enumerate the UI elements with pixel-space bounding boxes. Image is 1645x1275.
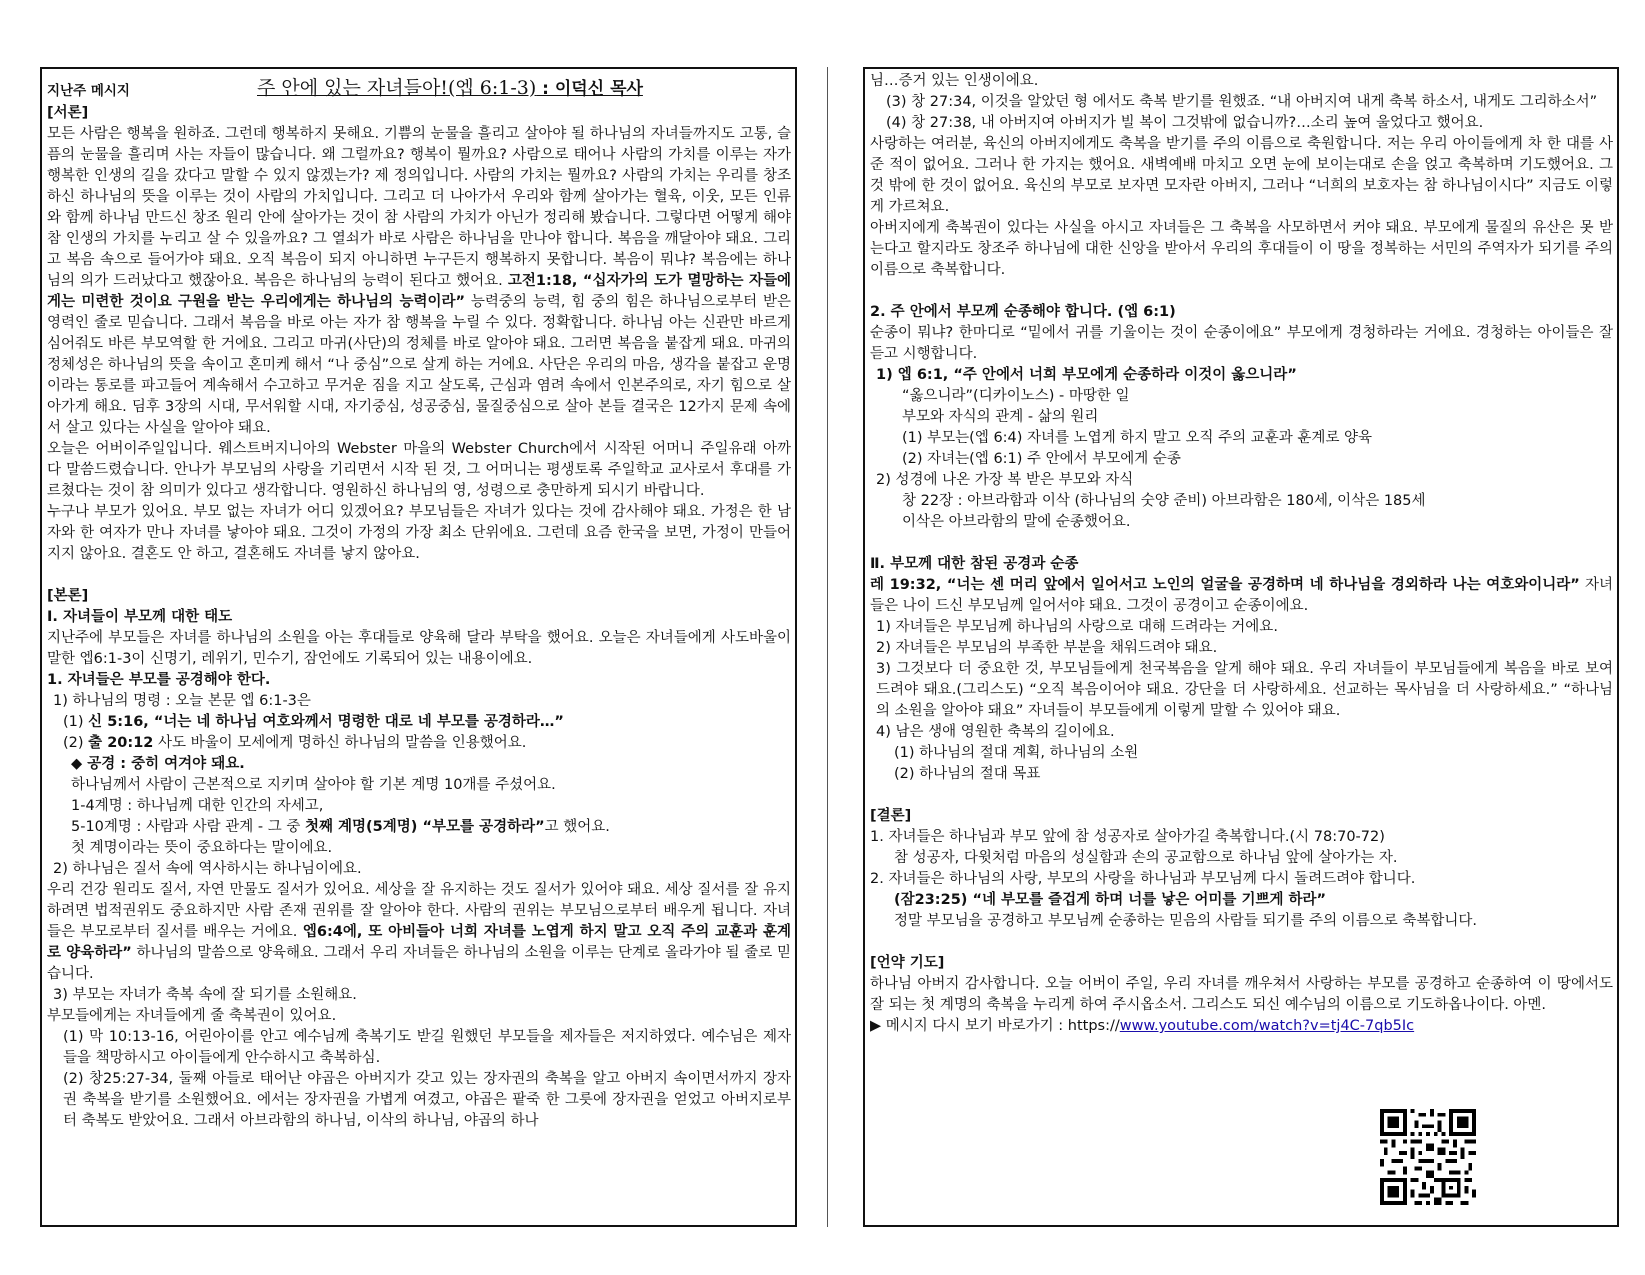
- intro-paragraph-1: [47, 124, 791, 439]
- commandment-quote: 첫째 계명(5계명) “부모를 공경하라”: [304, 819, 545, 835]
- scripture-quote: 엡6:4에, 또 아비들아 너희 자녀를 노엽게 하지 말고 오직 주의 교훈과 훈계로 양육하라”: [47, 924, 791, 961]
- honor-line-2: 1-4계명 : 하나님께 대한 인간의 자세고,: [71, 798, 324, 814]
- pastor-name: : 이덕신 목사: [536, 79, 643, 99]
- honor-line-1: 하나님께서 사람이 근본적으로 지키며 살아야 할 기본 계명 10개를 주셨어요.: [71, 777, 556, 793]
- point-2-2-b: 이삭은 아브라함의 말에 순종했어요.: [902, 514, 1131, 530]
- prayer-heading: [언약 기도]: [870, 955, 945, 971]
- scripture-quote: 레 19:32, “너는 센 머리 앞에서 일어서고 노인의 얼굴을 공경하며 네 하나님을 경외하라 나는 여호와이니라”: [870, 577, 1580, 593]
- point-2-2: 2) 성경에 나온 가장 복 받은 부모와 자식: [876, 472, 1134, 488]
- scripture-ref: 출 20:12: [88, 735, 154, 751]
- video-link-line: [870, 1016, 1613, 1037]
- youtube-link[interactable]: www.youtube.com/watch?v=tj4C-7qb5Ic: [1119, 1018, 1415, 1034]
- conclusion-item-1-a: 참 성공자, 다윗처럼 마음의 성실함과 손의 공교함으로 하나님 앞에 살아가는 자.: [894, 850, 1398, 866]
- section-1-heading: Ⅰ. 자녀들이 부모께 대한 태도: [47, 609, 233, 625]
- intro-heading: [서론]: [47, 105, 89, 121]
- text: (2): [63, 735, 89, 751]
- body-heading: [본론]: [47, 588, 89, 604]
- link-label: ▶ 메시지 다시 보기 바로가기 : https://: [870, 1018, 1120, 1034]
- honor-heading: ◆ 공경 : 중히 여겨야 돼요.: [71, 756, 245, 772]
- point-1-2: 2) 하나님은 질서 속에 역사하시는 하나님이에요.: [53, 861, 362, 877]
- point-2-heading: 2. 주 안에서 부모께 순종해야 합니다. (엡 6:1): [870, 304, 1176, 320]
- text: 능력중의 능력, 힘 중의 힘은 하나님으로부터 받은 영력인 줄로 믿습니다. 그래서 복음을 바로 아는 자가 참 행복을 누릴 수 있다. 정확합니다. 하나님 아는 신관만 바르게 심어줘도 바른 부모역할 한 거에요. 그리고 마귀(사단)의 정체를 바로 알아야 돼요. 그러면 복음을 붙잡게 돼요. 마귀의 정체성은 하나님의 뜻을 속이고 혼미케 해서 “나 중심”으로 살게 하는 거에요. 사단은 우리의 마음, 생각을 붙잡고 운명이라는 통로를 파고들어 계속해서 수고하고 무거운 짐을 지고 살도록, 근심과 염려 속에서 인본주의로, 자기 힘으로 살아가게 해요. 딤후 3장의 시대, 무서워할 시대, 자기중심, 성공중심, 물질중심으로 살아 본들 결국은 12가지 문제 속에서 살고 있다는 사실을 알아야 돼요.: [47, 294, 791, 436]
- scripture-quote: 신 5:16, “너는 네 하나님 여호와께서 명령한 대로 네 부모를 공경하라…”: [88, 714, 564, 730]
- text: 고 했어요.: [544, 819, 610, 835]
- section-2-paragraph: [870, 575, 1613, 617]
- text: 자녀들은 나이 드신 부모님께 일어서야 돼요. 그것이 공경이고 순종이에요.: [870, 577, 1613, 614]
- text: (1): [63, 714, 89, 730]
- point-1-heading: 1. 자녀들은 부모를 공경해야 한다.: [47, 672, 271, 688]
- point-2-paragraph: 순종이 뭐냐? 한마디로 “밑에서 귀를 기울이는 것이 순종이에요” 부모에게 경청하라는 거에요. 경청하는 아이들은 잘 듣고 시행합니다.: [870, 325, 1613, 362]
- section-2-item-4-a: (1) 하나님의 절대 계획, 하나님의 소원: [894, 745, 1139, 761]
- text: 5-10계명 : 사람과 사람 관계 - 그 중: [71, 819, 305, 835]
- continued-line: 님…증거 있는 인생이에요.: [870, 73, 1039, 89]
- point-1-1-1: [47, 712, 791, 733]
- right-column: [863, 67, 1619, 1227]
- point-2-2-a: 창 22장 : 아브라함과 이삭 (하나님의 숫양 준비) 아브라함은 180세, 이삭은 185세: [902, 493, 1426, 509]
- left-column: [40, 67, 797, 1227]
- column-divider: [827, 67, 828, 1227]
- blessing-item-2: (2) 창25:27-34, 둘째 아들로 태어난 야곱은 아버지가 갖고 있는 장자권의 축복을 알고 아버지 속이면서까지 장자권 축복을 받기를 소원했어요. 에서는 장자권을 가볍게 여겼고, 야곱은 팥죽 한 그릇에 장자권을 얻었고 아버지로부터 축복도 받았어요. 그래서 아브라함의 하나님, 이삭의 하나님, 야곱의 하나: [63, 1071, 791, 1129]
- point-1-3: 3) 부모는 자녀가 축복 속에 잘 되기를 소원해요.: [53, 987, 357, 1003]
- conclusion-item-2-b: 정말 부모님을 공경하고 부모님께 순종하는 믿음의 사람들 되기를 주의 이름으로 축복합니다.: [894, 913, 1477, 929]
- section-2-item-4-b: (2) 하나님의 절대 목표: [894, 766, 1041, 782]
- section-2-item-2: 2) 자녀들은 부모님의 부족한 부분을 채워드려야 돼요.: [876, 640, 1218, 656]
- point-2-1: 1) 엡 6:1, “주 안에서 너희 부모에게 순종하라 이것이 옳으니라”: [876, 367, 1297, 383]
- section-2-heading: Ⅱ. 부모께 대한 참된 공경과 순종: [870, 556, 1079, 572]
- text: 사도 바울이 모세에게 명하신 하나님의 말씀을 인용했어요.: [153, 735, 527, 751]
- qr-code-icon: [1380, 1109, 1476, 1205]
- header-label: 지난주 메시지: [47, 83, 130, 99]
- blessing-item-3: (3) 창 27:34, 이것을 알았던 형 에서도 축복 받기를 원했죠. “내 아버지여 내게 축복 하소서, 내게도 그리하소서”: [886, 94, 1598, 110]
- sermon-title: [257, 73, 643, 100]
- conclusion-heading: [결론]: [870, 808, 912, 824]
- section-2-item-3: 3) 그것보다 더 중요한 것, 부모님들에게 천국복음을 알게 해야 돼요. 우리 자녀들이 부모님들에게 복음을 바로 보여드려야 돼요.(그리스도) “오직 복음이어야 돼요. 강단을 더 사랑하세요. 선교하는 목사님을 더 사랑하세요.” “하나님의 소원을 알아야 돼요” 자녀들이 부모들에게 이렇게 말할 수 있어야 돼요.: [876, 661, 1613, 719]
- point-2-1-c: (1) 부모는(엡 6:4) 자녀를 노엽게 하지 말고 오직 주의 교훈과 훈계로 양육: [902, 430, 1373, 446]
- point-2-1-a: “옳으니라”(디카이노스) - 마땅한 일: [902, 388, 1130, 404]
- prayer-paragraph: 하나님 아버지 감사합니다. 오늘 어버이 주일, 우리 자녀를 깨우쳐서 사랑하는 부모를 공경하고 순종하여 이 땅에서도 잘 되는 첫 계명의 축복을 누리게 하여 주시옵소서. 그리스도 되신 예수님의 이름으로 기도하옵나이다. 아멘.: [870, 976, 1613, 1013]
- intro-paragraph-2: 오늘은 어버이주일입니다. 웨스트버지니아의 Webster 마을의 Webster Church에서 시작된 어머니 주일유래 아까 다 말씀드렸습니다. 안나가 부모님의 사랑을 기리면서 시작 된 것, 그 어머니는 평생토록 주일학교 교사로서 후대를 가르쳤다는 것이 참 의미가 있다고 생각합니다. 영원하신 하나님의 영, 성령으로 충만하게 되시기 바랍니다.: [47, 441, 791, 499]
- honor-line-4: 첫 계명이라는 뜻이 중요하다는 말이에요.: [71, 840, 333, 856]
- blessing-item-4: (4) 창 27:38, 내 아버지여 아버지가 빌 복이 그것밖에 없습니까?…소리 높여 울었다고 했어요.: [886, 115, 1484, 131]
- point-1-1: 1) 하나님의 명령 : 오늘 본문 엡 6:1-3은: [53, 693, 311, 709]
- blessing-item-1: (1) 막 10:13-16, 어린아이를 안고 예수님께 축복기도 받길 원했던 부모들을 제자들은 저지하였다. 예수님은 제자들을 책망하시고 아이들에게 안수하시고 축복하심.: [63, 1029, 791, 1066]
- point-2-1-b: 부모와 자식의 관계 - 삶의 원리: [902, 409, 1099, 425]
- text: 하나님의 말씀으로 양육해요. 그래서 우리 자녀들은 하나님의 소원을 이루는 단계로 올라가야 될 줄로 믿습니다.: [47, 945, 791, 982]
- text: 모든 사람은 행복을 원하죠. 그런데 행복하지 못해요. 기쁨의 눈물을 흘리고 살아야 될 하나님의 자녀들까지도 고통, 슬픔의 눈물을 흘리며 사는 자들이 많습니다. 왜 그럴까요? 행복이 뭘까요? 사람으로 태어나 사람의 가치를 이루는 자가 행복한 인생의 길을 갔다고 말할 수 있지 않겠는가? 제 정의입니다. 사람의 가치는 뭘까요? 사람의 가치는 우리를 창조하신 하나님의 뜻을 이루는 것이 사람의 가치입니다. 그리고 더 나아가서 우리와 함께 살아가는 혈육, 이웃, 모든 인류와 함께 하나님 만드신 창조 원리 안에 살아가는 것이 참 사람의 가치가 아닌가 정리해 봤습니다. 그렇다면 어떻게 해야 참 인생의 가치를 누리고 살 수 있을까요? 그 열쇠가 바로 사람은 하나님을 만나야 합니다. 복음을 깨달아야 돼요. 그리고 복음 속으로 들어가야 돼요. 오직 복음이 되지 아니하면 누구든지 행복하지 못합니다. 복음이 뭐냐? 복음에는 하나님의 의가 드러났다고 했잖아요. 복음은 하나님의 능력이 된다고 했어요.: [47, 126, 791, 289]
- honor-line-3: [47, 817, 791, 838]
- conclusion-item-2: 2. 자녀들은 하나님의 사랑, 부모의 사랑을 하나님과 부모님께 다시 돌려드려야 합니다.: [870, 871, 1416, 887]
- blessing-paragraph: 부모들에게는 자녀들에게 줄 축복권이 있어요.: [47, 1008, 337, 1024]
- order-paragraph: [47, 880, 791, 985]
- section-2-item-1: 1) 자녀들은 부모님께 하나님의 사랑으로 대해 드려라는 거에요.: [876, 619, 1278, 635]
- section-1-intro: 지난주에 부모들은 자녀를 하나님의 소원을 아는 후대들로 양육해 달라 부탁을 했어요. 오늘은 자녀들에게 사도바울이 말한 엡6:1-3이 신명기, 레위기, 민수기, 잠언에도 기록되어 있는 내용이에요.: [47, 630, 791, 667]
- scripture-quote: 고전1:18, “십자가의 도가 멸망하는 자들에게는 미련한 것이요 구원을 받는 우리에게는 하나님의 능력이라”: [47, 273, 791, 310]
- text: 우리 건강 원리도 질서, 자연 만물도 질서가 있어요. 세상을 잘 유지하는 것도 질서가 있어야 돼요. 세상 질서를 잘 유지하려면 법적권위도 중요하지만 사람 존재 권위를 잘 알아야 한다. 사람의 권위는 부모님으로부터 배우게 됩니다. 자녀들은 부모로부터 질서를 배우는 거에요.: [47, 882, 791, 940]
- point-2-1-d: (2) 자녀는(엡 6:1) 주 안에서 부모에게 순종: [902, 451, 1181, 467]
- conclusion-item-1: 1. 자녀들은 하나님과 부모 앞에 참 성공자로 살아가길 축복합니다.(시 78:70-72): [870, 829, 1385, 845]
- blessing-paragraph-a: 사랑하는 여러분, 육신의 아버지에게도 축복을 받기를 주의 이름으로 축원합니다. 저는 우리 아이들에게 차 한 대를 사준 적이 없어요. 그러나 한 가지는 했어요. 새벽예배 마치고 오면 눈에 보이는대로 손을 얹고 축복하며 기도했어요. 그것 밖에 한 것이 없어요. 육신의 부모로 보자면 모자란 아버지, 그러나 “너희의 보호자는 참 하나님이시다” 지금도 이렇게 가르쳐요.: [870, 136, 1613, 215]
- conclusion-item-2-quote: (잠23:25) “네 부모를 즐겁게 하며 너를 낳은 어미를 기쁘게 하라”: [894, 892, 1327, 908]
- blessing-paragraph-b: 아버지에게 축복권이 있다는 사실을 아시고 자녀들은 그 축복을 사모하면서 커야 돼요. 부모에게 물질의 유산은 못 받는다고 할지라도 창조주 하나님에 대한 신앙을 받아서 우리의 후대들이 이 땅을 정복하는 서민의 주역자가 되기를 주의 이름으로 축복합니다.: [870, 220, 1613, 278]
- title-text: 주 안에 있는 자녀들아!(엡 6:1-3): [257, 77, 537, 99]
- point-1-1-2: [47, 733, 791, 754]
- section-2-item-4: 4) 남은 생애 영원한 축복의 길이에요.: [876, 724, 1115, 740]
- intro-paragraph-3: 누구나 부모가 있어요. 부모 없는 자녀가 어디 있겠어요? 부모님들은 자녀가 있다는 것에 감사해야 돼요. 가정은 한 남자와 한 여자가 만나 자녀를 낳아야 돼요. 그것이 가정의 가장 최소 단위에요. 그런데 요즘 한국을 보면, 가정이 만들어지지 않아요. 결혼도 안 하고, 결혼해도 자녀를 낳지 않아요.: [47, 504, 791, 562]
- message-header: [47, 71, 791, 103]
